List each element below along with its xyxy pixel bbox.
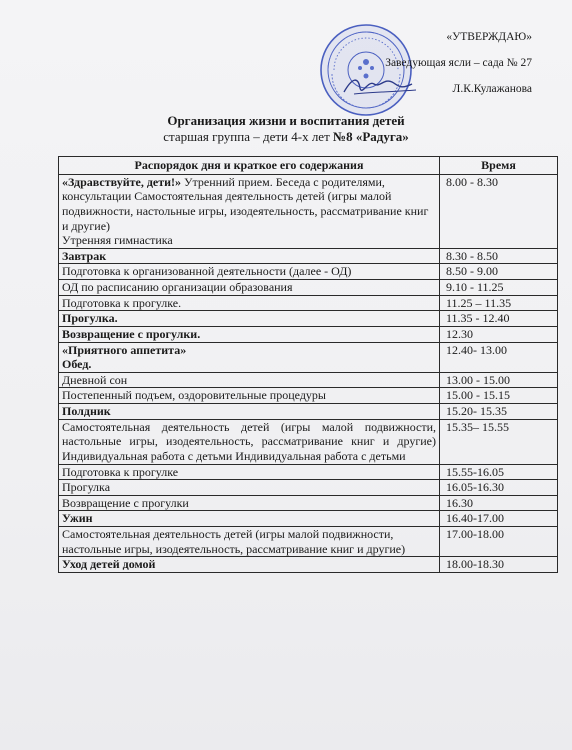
activity-bold-label: «Приятного аппетита» xyxy=(62,342,187,357)
table-row xyxy=(59,372,558,388)
approval-heading: «УТВЕРЖДАЮ» xyxy=(446,31,532,43)
time-cell: 16.40-17.00 xyxy=(440,511,558,527)
time-cell: 18.00-18.30 xyxy=(440,557,558,573)
table-row xyxy=(59,527,558,557)
activity-cell xyxy=(59,280,440,296)
approval-block xyxy=(380,32,532,102)
time-cell: 15.20- 15.35 xyxy=(440,404,558,420)
activity-text: ОД по расписанию организации образования xyxy=(62,280,293,294)
activity-cell xyxy=(59,388,440,404)
activity-bold-label: Ужин xyxy=(62,511,93,526)
table-row xyxy=(59,557,558,573)
table-row xyxy=(59,388,558,404)
activity-cell xyxy=(59,326,440,342)
table-row xyxy=(59,464,558,480)
table-row xyxy=(59,311,558,327)
time-cell: 17.00-18.00 xyxy=(440,527,558,557)
activity-bold-label: Возвращение с прогулки. xyxy=(62,326,201,341)
activity-cell xyxy=(59,527,440,557)
table-header-row xyxy=(59,157,558,175)
activity-bold-label: Полдник xyxy=(62,404,111,418)
time-cell: 12.30 xyxy=(440,326,558,342)
activity-cell xyxy=(59,295,440,311)
time-cell: 13.00 - 15.00 xyxy=(440,372,558,388)
table-row xyxy=(59,495,558,511)
time-cell: 15.00 - 15.15 xyxy=(440,388,558,404)
activity-cell xyxy=(59,557,440,573)
table-row xyxy=(59,248,558,264)
time-cell: 16.30 xyxy=(440,495,558,511)
activity-text: Возвращение с прогулки xyxy=(62,495,189,510)
time-cell: 11.35 - 12.40 xyxy=(440,311,558,327)
time-cell: 15.35– 15.55 xyxy=(440,419,558,464)
table-row xyxy=(59,174,558,248)
activity-cell xyxy=(59,311,440,327)
activity-text: Подготовка к организованной деятельности (далее - ОД) xyxy=(62,264,352,279)
activity-text: Постепенный подъем, оздоровительные процедуры xyxy=(62,388,326,403)
time-cell: 9.10 - 11.25 xyxy=(440,280,558,296)
activity-cell xyxy=(59,480,440,496)
activity-cell xyxy=(59,419,440,464)
activity-text: Прогулка xyxy=(62,480,111,495)
table-row xyxy=(59,404,558,420)
table-row xyxy=(59,264,558,280)
activity-cell xyxy=(59,372,440,388)
table-row xyxy=(59,419,558,464)
activity-bold-label: Уход детей домой xyxy=(62,557,156,572)
header-activity: Распорядок дня и краткое его содержания xyxy=(59,157,440,175)
activity-text: Самостоятельная деятельность детей (игры малой подвижности, настольные игры, изодеятельность, рассматривание книг и другие) xyxy=(62,527,406,556)
activity-bold-label: Завтрак xyxy=(62,248,107,263)
time-cell: 8.00 - 8.30 xyxy=(440,174,558,248)
document-title: Организация жизни и воспитания детей xyxy=(167,113,405,128)
schedule-body xyxy=(59,174,558,572)
time-cell: 8.50 - 9.00 xyxy=(440,264,558,280)
table-row xyxy=(59,295,558,311)
time-cell: 11.25 – 11.35 xyxy=(440,295,558,311)
daily-schedule-table xyxy=(58,156,558,573)
subtitle-group-number: №8 «Радуга» xyxy=(333,129,409,144)
activity-text: Подготовка к прогулке xyxy=(62,464,179,479)
time-cell: 15.55-16.05 xyxy=(440,464,558,480)
activity-text: Самостоятельная деятельность детей (игры малой подвижности, настольные игры, изодеятельность, рассматривание книг и другие) Индивидуальная работа с детьми Индивидуальная работа с детьми xyxy=(62,419,436,463)
activity-text: Утренний прием. Беседа с родителями, консультации Самостоятельная деятельность детей (игры малой подвижности, настольные игры, изодеятельность, рассматривание книг и другие) xyxy=(62,174,429,233)
activity-text-secondary: Утренняя гимнастика xyxy=(62,233,173,248)
activity-cell xyxy=(59,264,440,280)
approval-position: Заведующая ясли – сада № 27 xyxy=(385,57,532,69)
document-subtitle xyxy=(0,129,572,145)
table-row xyxy=(59,326,558,342)
activity-cell xyxy=(59,404,440,420)
activity-bold-label: Прогулка. xyxy=(62,311,118,326)
activity-cell xyxy=(59,511,440,527)
approval-signatory: Л.К.Кулажанова xyxy=(452,83,532,95)
activity-cell xyxy=(59,464,440,480)
time-cell: 16.05-16.30 xyxy=(440,480,558,496)
time-cell: 8.30 - 8.50 xyxy=(440,248,558,264)
activity-text: Дневной сон xyxy=(62,372,128,387)
activity-cell xyxy=(59,495,440,511)
table-row xyxy=(59,480,558,496)
activity-text-secondary: Обед. xyxy=(62,357,92,372)
header-time: Время xyxy=(440,157,558,175)
activity-bold-label: «Здравствуйте, дети!» xyxy=(62,174,182,189)
activity-cell xyxy=(59,248,440,264)
table-row xyxy=(59,511,558,527)
table-row xyxy=(59,342,558,372)
time-cell: 12.40- 13.00 xyxy=(440,342,558,372)
activity-cell xyxy=(59,342,440,372)
subtitle-group: старшая группа – дети 4-х лет xyxy=(163,129,334,144)
activity-cell xyxy=(59,174,440,248)
table-row xyxy=(59,280,558,296)
activity-text: Подготовка к прогулке. xyxy=(62,295,182,310)
